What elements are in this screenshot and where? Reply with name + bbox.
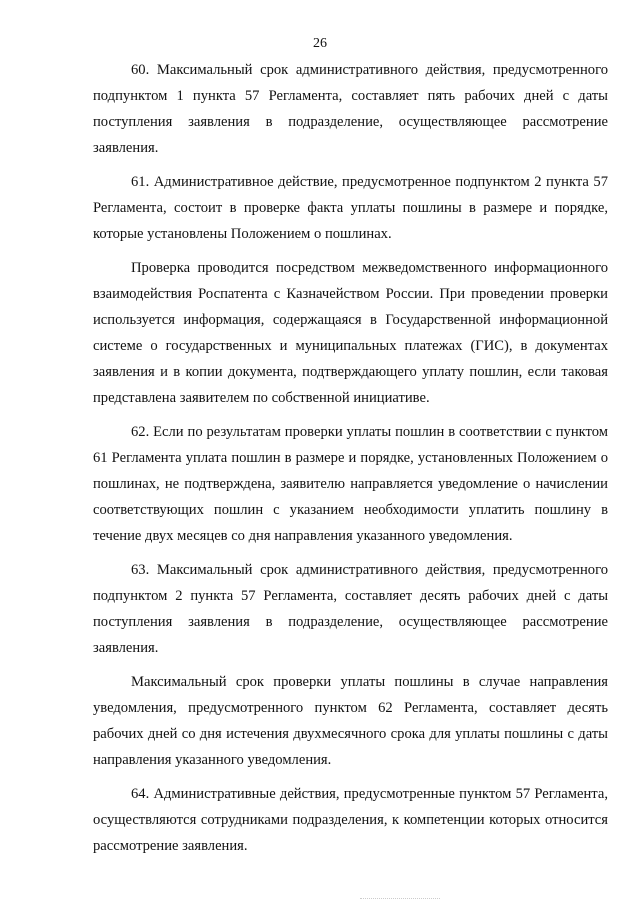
paragraph-64: 64. Административные действия, предусмотренные пунктом 57 Регламента, осуществляются сотрудниками подразделения, к компетенции которых относится рассмотрение заявления. — [93, 786, 608, 854]
paragraph-63: 63. Максимальный срок административного действия, предусмотренного подпунктом 2 пункта 57 Регламента, составляет десять рабочих дней с даты поступления заявления в подразделение, осуществляющее рассмотрение заявления. — [93, 562, 608, 656]
page-number: 26 — [313, 36, 327, 51]
paragraph-63-notice-term: Максимальный срок проверки уплаты пошлины в случае направления уведомления, предусмотренного пунктом 62 Регламента, составляет десять рабочих дней со дня истечения двухмесячного срока для уплаты пошлины с даты направления указанного уведомления. — [93, 674, 608, 768]
paragraph-60: 60. Максимальный срок административного действия, предусмотренного подпунктом 1 пункта 57 Регламента, составляет пять рабочих дней с даты поступления заявления в подразделение, осуществляющее рассмотрение заявления. — [93, 62, 608, 156]
paragraph-62: 62. Если по результатам проверки уплаты пошлин в соответствии с пунктом 61 Регламента уплата пошлин в размере и порядке, установленных Положением о пошлинах, не подтверждена, заявителю направляется уведомление о начислении соответствующих пошлин с указанием необходимости уплатить пошлину в течение двух месяцев со дня направления указанного уведомления. — [93, 424, 608, 544]
paragraph-61: 61. Административное действие, предусмотренное подпунктом 2 пункта 57 Регламента, состоит в проверке факта уплаты пошлины в размере и порядке, которые установлены Положением о пошлинах. — [93, 174, 608, 242]
scan-artifact — [360, 898, 440, 901]
document-body — [93, 57, 608, 867]
paragraph-61-verification: Проверка проводится посредством межведомственного информационного взаимодействия Роспатента с Казначейством России. При проведении проверки используется информация, содержащаяся в Государственной информационной системе о государственных и муниципальных платежах (ГИС), в документах заявления и в копии документа, подтверждающего уплату пошлин, если таковая представлена заявителем по собственной инициативе. — [93, 260, 608, 406]
